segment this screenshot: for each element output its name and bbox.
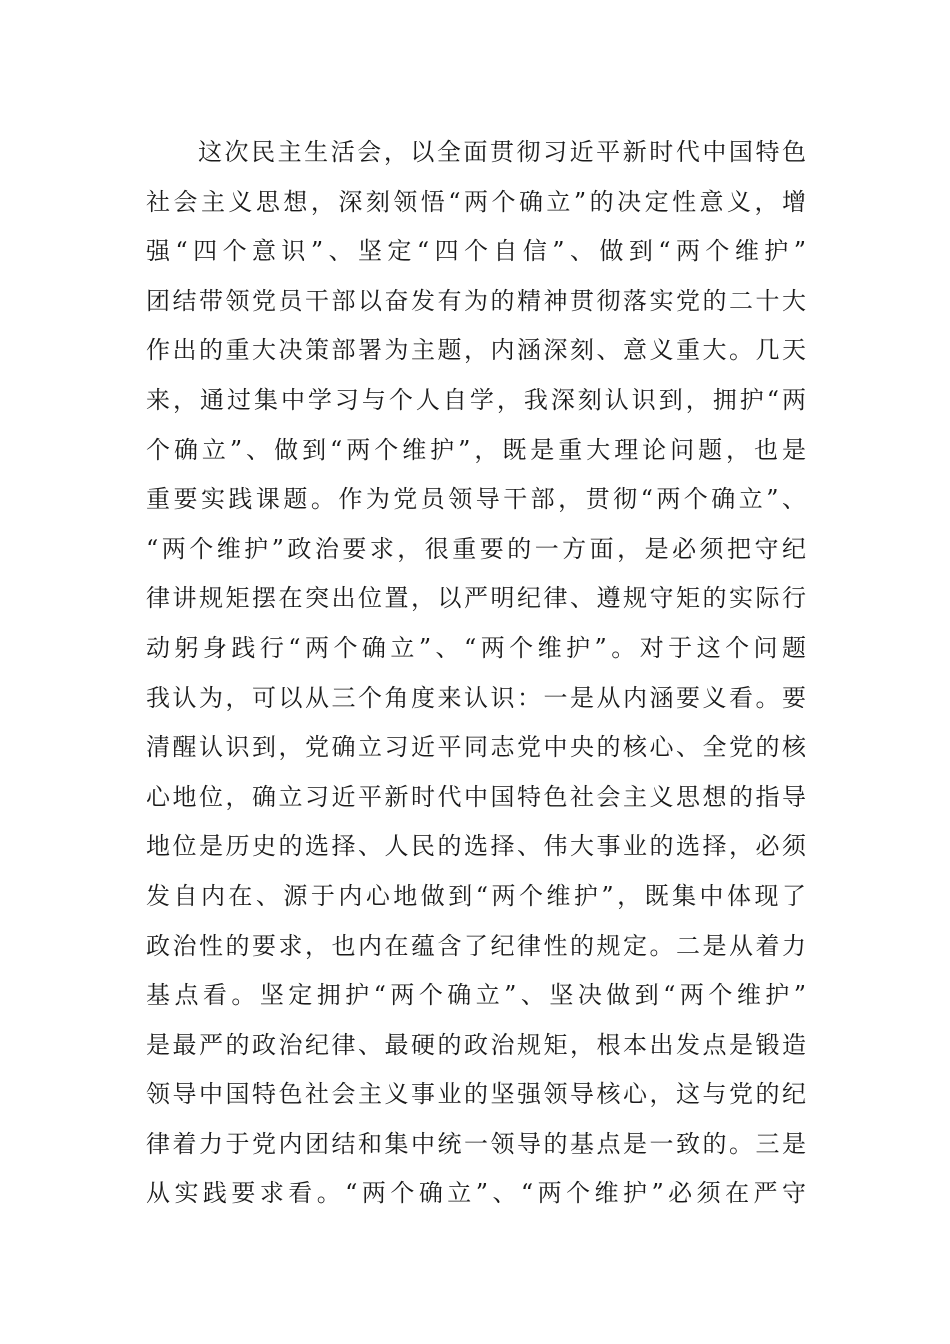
- text-line: 个确立”、做到“两个维护”，既是重大理论问题，也是: [146, 435, 806, 464]
- text-line: 强“四个意识”、坚定“四个自信”、做到“两个维护”: [146, 237, 806, 266]
- text-line: 基点看。坚定拥护“两个确立”、坚决做到“两个维护”: [146, 981, 806, 1010]
- text-line: 是最严的政治纪律、最硬的政治规矩，根本出发点是锻造: [146, 1030, 806, 1059]
- text-line: “两个维护”政治要求，很重要的一方面，是必须把守纪: [146, 534, 806, 563]
- text-line: 律讲规矩摆在突出位置，以严明纪律、遵规守矩的实际行: [146, 584, 806, 613]
- text-line: 律着力于党内团结和集中统一领导的基点是一致的。三是: [146, 1129, 806, 1158]
- text-line: 地位是历史的选择、人民的选择、伟大事业的选择，必须: [146, 832, 806, 861]
- text-line: 政治性的要求，也内在蕴含了纪律性的规定。二是从着力: [146, 931, 806, 960]
- text-line: 我认为，可以从三个角度来认识：一是从内涵要义看。要: [146, 683, 806, 712]
- text-line: 作出的重大决策部署为主题，内涵深刻、意义重大。几天: [146, 336, 806, 365]
- text-line: 重要实践课题。作为党员领导干部，贯彻“两个确立”、: [146, 485, 806, 514]
- text-line: 团结带领党员干部以奋发有为的精神贯彻落实党的二十大: [146, 286, 806, 315]
- text-line: 从实践要求看。“两个确立”、“两个维护”必须在严守: [146, 1179, 806, 1208]
- text-line: 发自内在、源于内心地做到“两个维护”，既集中体现了: [146, 881, 806, 910]
- body-paragraph: [146, 128, 806, 1219]
- text-line: 动躬身践行“两个确立”、“两个维护”。对于这个问题: [146, 633, 806, 662]
- text-line: 这次民主生活会，以全面贯彻习近平新时代中国特色: [198, 138, 806, 166]
- text-line: 来，通过集中学习与个人自学，我深刻认识到，拥护“两: [146, 385, 806, 414]
- text-line: 社会主义思想，深刻领悟“两个确立”的决定性意义，增: [146, 187, 806, 216]
- text-line: 心地位，确立习近平新时代中国特色社会主义思想的指导: [146, 782, 806, 811]
- text-line: 清醒认识到，党确立习近平同志党中央的核心、全党的核: [146, 733, 806, 762]
- text-line: 领导中国特色社会主义事业的坚强领导核心，这与党的纪: [146, 1080, 806, 1109]
